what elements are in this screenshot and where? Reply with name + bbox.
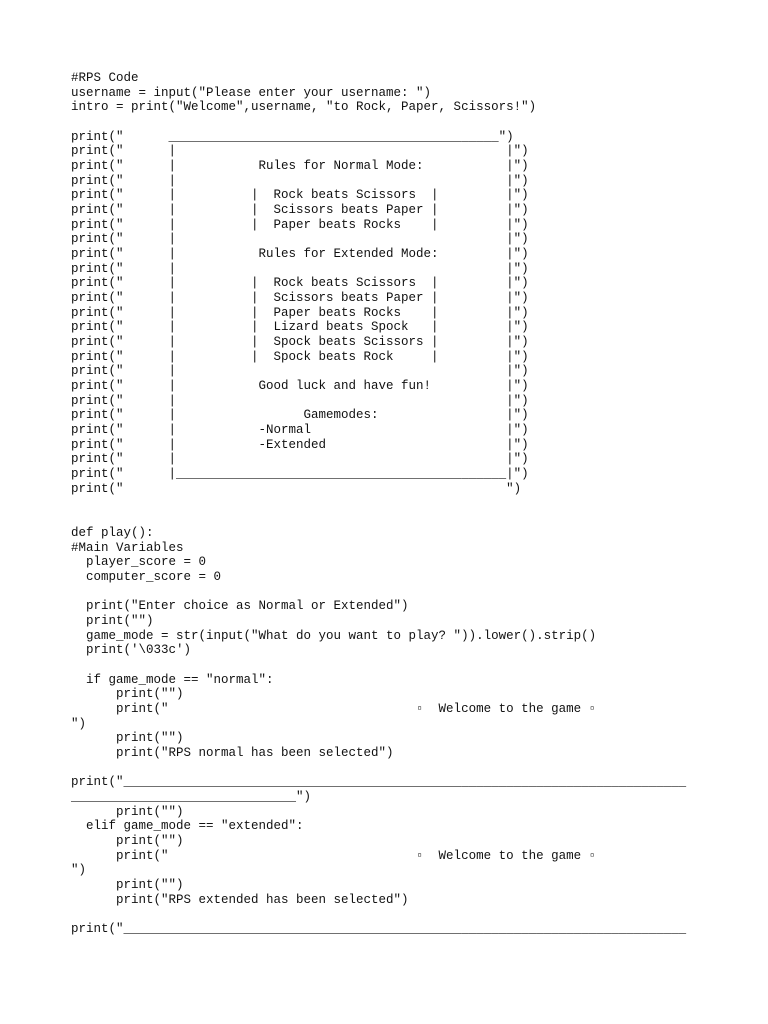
- code-line: print(" | | Rock beats Scissors | |"): [71, 188, 529, 203]
- code-line: print(" | | Spock beats Rock | |"): [71, 349, 529, 364]
- code-line: print("___________________________________________________________________________: [71, 921, 687, 936]
- code-line: print(""): [71, 687, 184, 702]
- code-line: print(""): [71, 833, 184, 848]
- code-line: [71, 511, 686, 526]
- code-line: print('\033c'): [71, 643, 192, 658]
- code-line: print(" ____________________________________________"): [71, 129, 514, 144]
- code-line: print(" | |"): [71, 232, 529, 247]
- code-line: "): [71, 716, 87, 731]
- code-line: print(" | -Normal |"): [71, 423, 529, 438]
- code-line: print(" | |"): [71, 261, 529, 276]
- code-line: print(" | Rules for Extended Mode: |"): [71, 247, 529, 262]
- code-line: print(" | | Rock beats Scissors | |"): [71, 276, 529, 291]
- code-line: print(" | |"): [71, 393, 529, 408]
- code-line: game_mode = str(input("What do you want to play? ")).lower().strip(): [71, 628, 597, 643]
- code-line: print(""): [71, 731, 184, 746]
- code-line: [71, 585, 686, 600]
- code-line: def play():: [71, 525, 154, 540]
- code-line: "): [71, 863, 87, 878]
- code-line: ______________________________"): [71, 789, 312, 804]
- code-line: print(" | Gamemodes: |"): [71, 408, 529, 423]
- code-line: print(" | -Extended |"): [71, 437, 529, 452]
- code-line: print(" | Good luck and have fun! |"): [71, 379, 529, 394]
- code-line: intro = print("Welcome",username, "to Rock, Paper, Scissors!"): [71, 100, 537, 115]
- code-line: print(" "): [71, 481, 522, 496]
- code-line: print(" | | Spock beats Scissors | |"): [71, 335, 529, 350]
- code-line: if game_mode == "normal":: [71, 672, 274, 687]
- code-line: print(" | | Scissors beats Paper | |"): [71, 291, 529, 306]
- code-line: print(" | |"): [71, 144, 529, 159]
- code-line: print(" | | Paper beats Rocks | |"): [71, 305, 529, 320]
- code-line: print("Enter choice as Normal or Extended"): [71, 599, 409, 614]
- code-line: #RPS Code: [71, 71, 139, 85]
- code-line: print(" | | Paper beats Rocks | |"): [71, 217, 529, 232]
- code-line: print("___________________________________________________________________________: [71, 775, 687, 790]
- code-line: [71, 496, 686, 511]
- code-line: player_score = 0: [71, 555, 207, 570]
- code-line: [71, 115, 686, 130]
- code-line: print("RPS extended has been selected"): [71, 892, 409, 907]
- code-line: elif game_mode == "extended":: [71, 819, 304, 834]
- code-line: username = input("Please enter your username: "): [71, 85, 432, 100]
- code-line: print(" |____________________________________________|"): [71, 467, 529, 482]
- code-line: print(" | | Scissors beats Paper | |"): [71, 203, 529, 218]
- code-line: print(""): [71, 804, 184, 819]
- code-line: print(" | |"): [71, 173, 529, 188]
- code-line: #Main Variables: [71, 540, 184, 555]
- code-line: print(""): [71, 613, 154, 628]
- code-line: [71, 907, 686, 922]
- code-line: print(" | |"): [71, 364, 529, 379]
- code-line: [71, 761, 686, 776]
- code-line: print(" ▫ Welcome to the game ▫: [71, 701, 597, 716]
- code-line: print(" | | Lizard beats Spock | |"): [71, 320, 529, 335]
- code-listing: [71, 71, 686, 937]
- code-line: print(""): [71, 877, 184, 892]
- code-line: computer_score = 0: [71, 569, 222, 584]
- code-line: print(" ▫ Welcome to the game ▫: [71, 848, 597, 863]
- code-line: print(" | |"): [71, 452, 529, 467]
- code-line: print("RPS normal has been selected"): [71, 745, 394, 760]
- code-line: print(" | Rules for Normal Mode: |"): [71, 159, 529, 174]
- code-line: [71, 658, 686, 673]
